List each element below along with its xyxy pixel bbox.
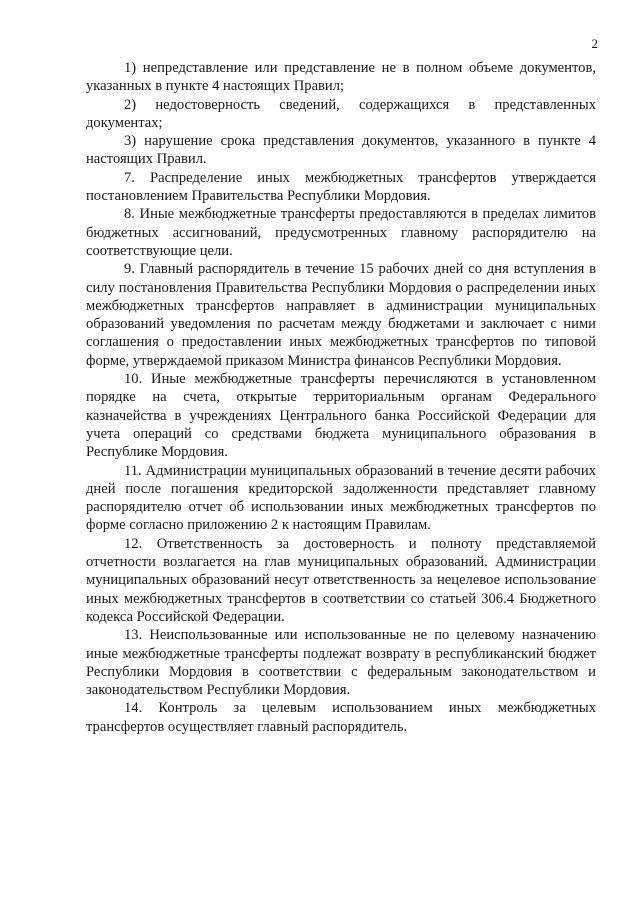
paragraph: 13. Неиспользованные или использованные не по целевому назначению иные межбюджетные трансферты подлежат возврату в республиканский бюджет Республики Мордовия в соответствии с федеральным законодательством и законодательством Республики Мордовия. bbox=[86, 627, 596, 699]
paragraph: 7. Распределение иных межбюджетных трансфертов утверждается постановлением Правительства Республики Мордовия. bbox=[86, 169, 596, 205]
paragraph: 11. Администрации муниципальных образований в течение десяти рабочих дней после погашения кредиторской задолженности представляет главному распорядителю отчет об использовании иных межбюджетных трансфертов по форме согласно приложению 2 к настоящим Правилам. bbox=[86, 462, 596, 534]
paragraph: 3) нарушение срока представления документов, указанного в пункте 4 настоящих Правил. bbox=[86, 133, 596, 168]
paragraph: 9. Главный распорядитель в течение 15 рабочих дней со дня вступления в силу постановления Правительства Республики Мордовия о распределении иных межбюджетных трансфертов направляет в администрации муниципальных образований уведомления по расчетам между бюджетами и заключает с ними соглашения о предоставлении иных межбюджетных трансфертов по типовой форме, утверждаемой приказом Министра финансов Республики Мордовия. bbox=[86, 261, 596, 369]
paragraph: 12. Ответственность за достоверность и полноту представляемой отчетности возлагается на глав муниципальных образований. Администрации муниципальных образований несут ответственность за нецелевое использование иных межбюджетных трансфертов в соответствии со статьей 306.4 Бюджетного кодекса Российской Федерации. bbox=[86, 535, 596, 625]
document-body bbox=[86, 59, 596, 736]
paragraph: 14. Контроль за целевым использованием иных межбюджетных трансфертов осуществляет главный распорядитель. bbox=[86, 700, 596, 735]
paragraph: 2) недостоверность сведений, содержащихся в представленных документах; bbox=[86, 96, 596, 131]
paragraph: 8. Иные межбюджетные трансферты предоставляются в пределах лимитов бюджетных ассигнований, предусмотренных главному распорядителю на соответствующие цели. bbox=[86, 206, 596, 259]
paragraph: 10. Иные межбюджетные трансферты перечисляются в установленном порядке на счета, открытые территориальным органам Федерального казначейства в учреждениях Центрального банка Российской Федерации для учета операций со средствами бюджета муниципального образования в Республике Мордовия. bbox=[86, 371, 596, 461]
paragraph: 1) непредставление или представление не в полном объеме документов, указанных в пункте 4 настоящих Правил; bbox=[86, 60, 596, 95]
page-number: 2 bbox=[591, 36, 598, 51]
